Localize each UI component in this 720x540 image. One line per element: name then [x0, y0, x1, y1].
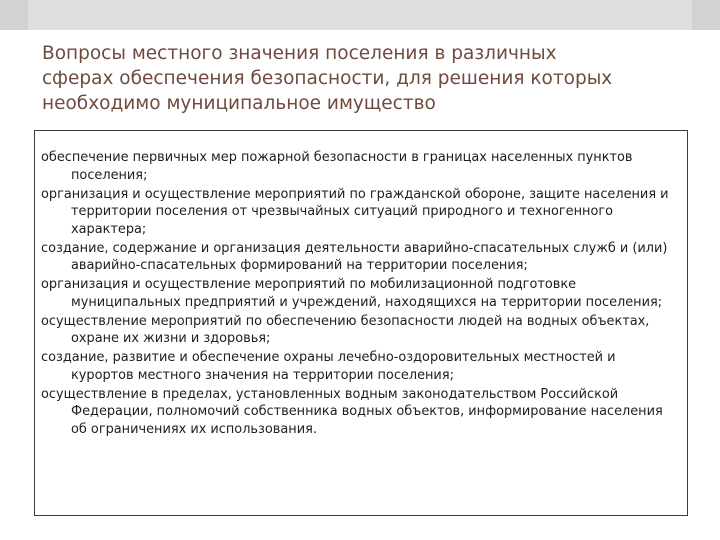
item-list [35, 131, 687, 438]
list-item: осуществление мероприятий по обеспечению безопасности людей на водных объектах, охране их жизни и здоровья; [41, 313, 650, 346]
slide-title-line: Вопросы местного значения поселения в различных [42, 43, 557, 64]
list-item: создание, содержание и организация деятельности аварийно-спасательных служб и (или) аварийно-спасательных формирований на территории поселения; [41, 240, 668, 273]
list-item: организация и осуществление мероприятий по гражданской обороне, защите населения и территории поселения от чрезвычайных ситуаций природного и техногенного характера; [41, 186, 669, 237]
top-bar-right-accent [692, 0, 720, 30]
top-bar-left-accent [0, 0, 28, 30]
list-item: осуществление в пределах, установленных водным законодательством Российской Федерации, полномочий собственника водных объектов, информирование населения об ограничениях их использования. [41, 386, 663, 437]
top-decorative-bar [0, 0, 720, 30]
slide-title [42, 41, 692, 116]
slide-title-line: необходимо муниципальное имущество [42, 93, 436, 114]
list-item: обеспечение первичных мер пожарной безопасности в границах населенных пунктов поселения; [41, 150, 633, 183]
list-item: организация и осуществление мероприятий по мобилизационной подготовке муниципальных предприятий и учреждений, находящихся на территории поселения; [41, 277, 663, 310]
slide-title-line: сферах обеспечения безопасности, для решения которых [42, 68, 613, 89]
content-box [34, 130, 688, 516]
list-item: создание, развитие и обеспечение охраны лечебно-оздоровительных местностей и курортов местного значения на территории поселения; [41, 350, 616, 383]
